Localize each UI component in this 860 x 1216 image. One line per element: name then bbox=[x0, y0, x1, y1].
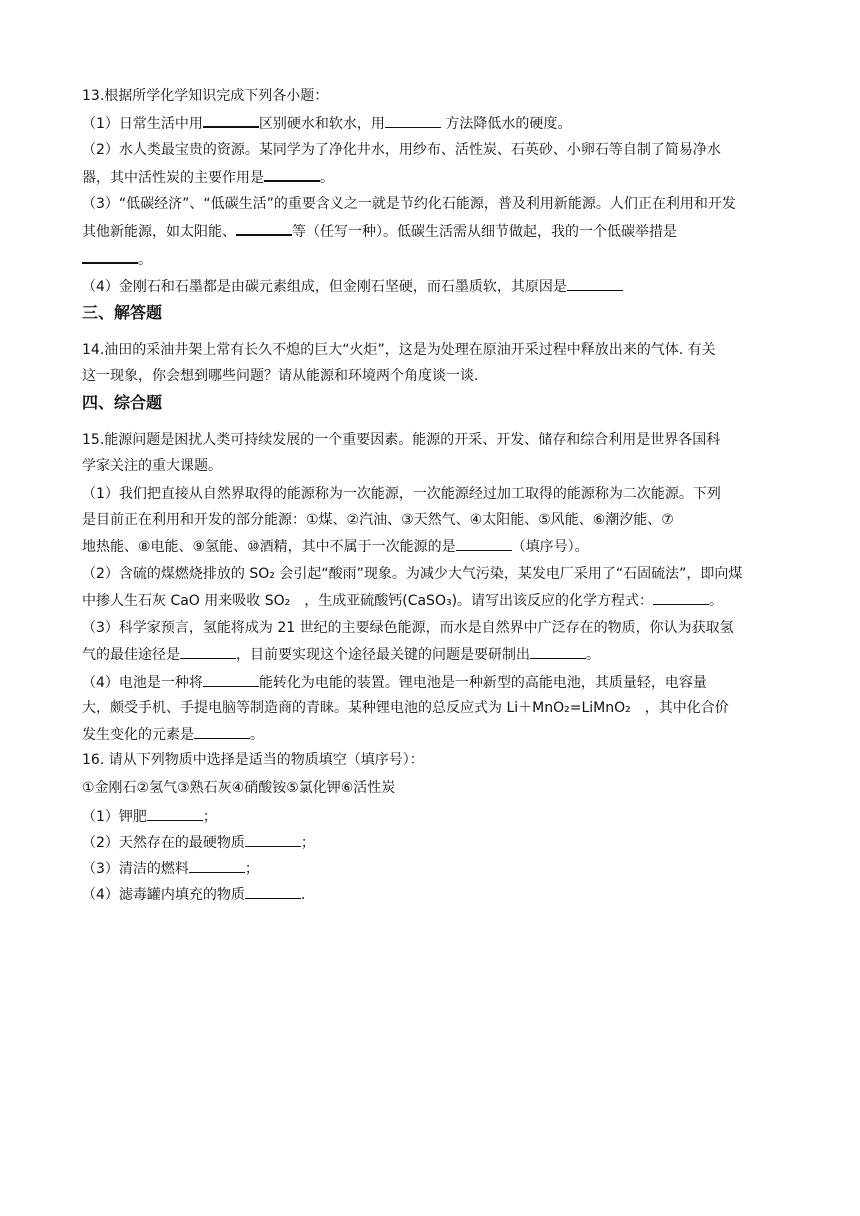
answer-blank bbox=[82, 248, 138, 264]
q15-part1-line1: （1）我们把直接从自然界取得的能源称为一次能源，一次能源经过加工取得的能源称为二次能源。下列 bbox=[82, 486, 721, 502]
answer-blank bbox=[530, 644, 586, 659]
text: （4）电池是一种将 bbox=[82, 675, 203, 691]
text: 中掺人生石灰 CaO 用来吸收 SO₂ ，生成亚硫酸钙(CaSO₃)。请写出该反应的化学方程式： bbox=[82, 593, 654, 609]
q14-line2: 这一现象，你会想到哪些问题？请从能源和环境两个角度谈一谈. bbox=[82, 368, 479, 384]
text: （填序号）。 bbox=[511, 539, 589, 555]
q15-part4-line1 bbox=[82, 672, 707, 693]
text: （3）清洁的燃料 bbox=[82, 861, 189, 877]
text: 。 bbox=[138, 252, 152, 268]
text: （1）钾肥 bbox=[82, 809, 147, 825]
text: （2）天然存在的最硬物质 bbox=[82, 835, 245, 851]
q13-part1 bbox=[82, 112, 571, 134]
q13-part2-line2 bbox=[82, 166, 334, 188]
text: 。 bbox=[586, 647, 600, 663]
text: 。 bbox=[709, 593, 724, 609]
q15-stem-line1: 15.能源问题是困扰人类可持续发展的一个重要因素。能源的开采、开发、储存和综合利用是世界各国科 bbox=[82, 432, 721, 448]
q16-part1 bbox=[82, 806, 217, 827]
q13-part4 bbox=[82, 276, 623, 297]
text: ； bbox=[202, 809, 217, 825]
q16-part4 bbox=[82, 884, 305, 905]
q13-part2-line1: （2）水人类最宝贵的资源。某同学为了净化井水，用纱布、活性炭、石英砂、小卵石等自制了简易净水 bbox=[82, 142, 721, 158]
q14-line1: 14.油田的采油井架上常有长久不熄的巨大“火炬”，这是为处理在原油开采过程中释放出来的气体. 有关 bbox=[82, 342, 716, 358]
answer-blank bbox=[245, 832, 301, 847]
answer-blank bbox=[236, 220, 292, 236]
q13-part3-line3 bbox=[82, 248, 152, 270]
q15-part4-line2: 大，颇受手机、手提电脑等制造商的青睐。某种锂电池的总反应式为 Li＋MnO₂=LiMnO₂ ，其中化合价 bbox=[82, 700, 729, 716]
text: 方法降低水的硬度。 bbox=[440, 116, 572, 132]
text: 发生变化的元素是 bbox=[82, 727, 194, 743]
answer-blank bbox=[567, 276, 623, 291]
text: 。 bbox=[250, 727, 264, 743]
answer-blank bbox=[653, 590, 709, 605]
text: （4）滤毒罐内填充的物质 bbox=[82, 887, 245, 903]
answer-blank bbox=[180, 644, 236, 659]
q15-part4-line3 bbox=[82, 724, 264, 745]
q13-part3-line1: （3）“低碳经济”、“低碳生活”的重要含义之一就是节约化石能源，普及利用新能源。人们正在利用和开发 bbox=[82, 196, 736, 212]
text: 器，其中活性炭的主要作用是 bbox=[82, 170, 264, 186]
q15-part2-line1: （2）含硫的煤燃烧排放的 SO₂ 会引起“酸雨”现象。为减少大气污染，某发电厂采用了“石固硫法”，即向煤 bbox=[82, 566, 743, 582]
text: 其他新能源，如太阳能、 bbox=[82, 224, 236, 240]
text: 。 bbox=[320, 170, 334, 186]
q13-stem: 13.根据所学化学知识完成下列各小题： bbox=[82, 88, 329, 104]
text: 区别硬水和软水，用 bbox=[258, 116, 385, 132]
q15-part1-line2: 是目前正在利用和开发的部分能源：①煤、②汽油、③天然气、④太阳能、⑤风能、⑥潮汐能、⑦ bbox=[82, 512, 674, 528]
q16-stem: 16. 请从下列物质中选择是适当的物质填空（填序号）： bbox=[82, 752, 424, 768]
q15-part1-line3 bbox=[82, 536, 589, 557]
text: （4）金刚石和石墨都是由碳元素组成，但金刚石坚硬，而石墨质软，其原因是 bbox=[82, 279, 567, 295]
text: 能转化为电能的装置。锂电池是一种新型的高能电池，其质量轻，电容量 bbox=[258, 675, 707, 691]
q16-options: ①金刚石②氢气③熟石灰④硝酸铵⑤氯化钾⑥活性炭 bbox=[82, 780, 396, 796]
answer-blank bbox=[264, 166, 320, 182]
answer-blank bbox=[189, 858, 245, 873]
answer-blank bbox=[245, 884, 301, 899]
text: ； bbox=[244, 861, 259, 877]
q15-part3-line2 bbox=[82, 644, 600, 665]
q15-part2-line2 bbox=[82, 590, 723, 611]
q16-part3 bbox=[82, 858, 259, 879]
text: ，目前要实现这个途径最关键的问题是要研制出 bbox=[236, 647, 530, 663]
q13-part3-line2 bbox=[82, 220, 677, 242]
answer-blank bbox=[147, 806, 203, 821]
answer-blank bbox=[194, 724, 250, 739]
section-heading: 四、综合题 bbox=[82, 393, 163, 412]
answer-blank bbox=[203, 112, 259, 128]
answer-blank bbox=[203, 672, 259, 687]
q15-part3-line1: （3）科学家预言，氢能将成为 21 世纪的主要绿色能源，而水是自然界中广泛存在的物质，你认为获取氢 bbox=[82, 620, 734, 636]
text: 气的最佳途径是 bbox=[82, 647, 180, 663]
answer-blank bbox=[385, 113, 441, 128]
answer-blank bbox=[456, 536, 512, 551]
q15-stem-line2: 学家关注的重大课题。 bbox=[82, 458, 222, 474]
text: 等（任写一种）。低碳生活需从细节做起，我的一个低碳举措是 bbox=[292, 224, 677, 240]
section-heading: 三、解答题 bbox=[82, 303, 163, 322]
text: （1）日常生活中用 bbox=[82, 116, 203, 132]
text: ； bbox=[300, 835, 315, 851]
text: 地热能、⑧电能、⑨氢能、⑩酒精，其中不属于一次能源的是 bbox=[82, 539, 456, 555]
q16-part2 bbox=[82, 832, 315, 853]
text: . bbox=[300, 887, 306, 903]
